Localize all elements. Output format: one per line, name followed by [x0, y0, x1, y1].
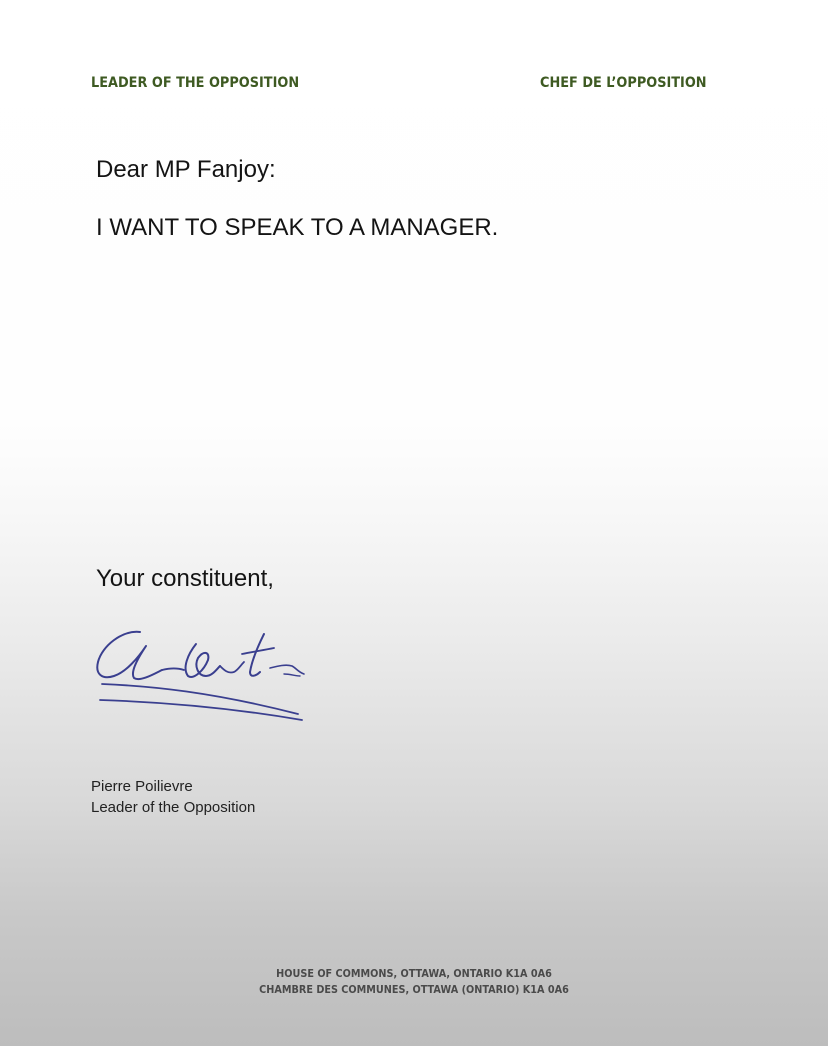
letterhead-right-title: CHEF DE L’OPPOSITION	[540, 75, 707, 91]
letter-body: I WANT TO SPEAK TO A MANAGER.	[96, 214, 499, 241]
closing: Your constituent,	[96, 565, 274, 592]
signature-icon	[92, 624, 312, 728]
signature-block	[91, 776, 255, 818]
salutation: Dear MP Fanjoy:	[96, 156, 276, 183]
signer-title: Leader of the Opposition	[91, 799, 256, 816]
letterhead-left-title: LEADER OF THE OPPOSITION	[91, 75, 300, 91]
footer-address	[0, 966, 828, 998]
footer-address-french: CHAMBRE DES COMMUNES, OTTAWA (ONTARIO) K1A 0A6	[259, 983, 569, 996]
footer-address-english: HOUSE OF COMMONS, OTTAWA, ONTARIO K1A 0A6	[276, 967, 552, 980]
signer-name: Pierre Poilievre	[91, 778, 193, 795]
